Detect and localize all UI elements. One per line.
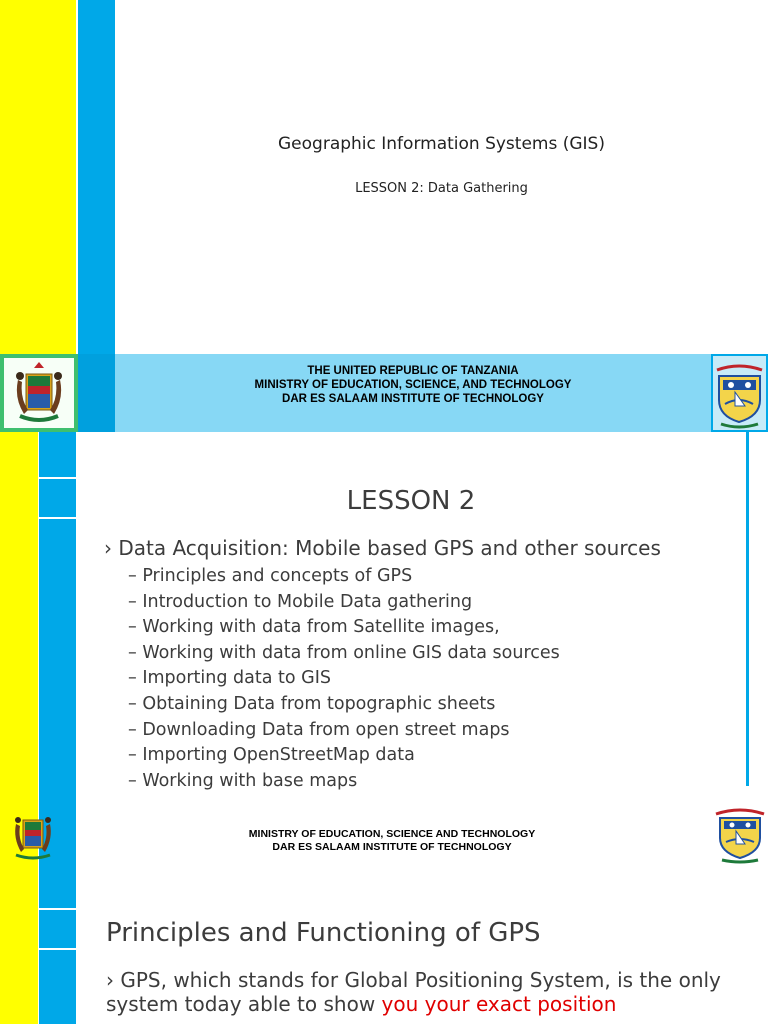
list-item: – Introduction to Mobile Data gathering <box>128 591 473 612</box>
gps-body-highlight: you your exact position <box>381 992 617 1016</box>
stripe-divider <box>39 477 76 479</box>
yellow-stripe <box>0 432 38 786</box>
institution-header-text <box>115 364 711 406</box>
list-item: – Obtaining Data from topographic sheets <box>128 693 496 714</box>
footer-line-1: MINISTRY OF EDUCATION, SCIENCE AND TECHNOLOGY <box>248 828 536 840</box>
list-item: – Working with data from online GIS data sources <box>128 642 560 663</box>
list-item: – Importing OpenStreetMap data <box>128 745 415 766</box>
slide-subtitle: LESSON 2: Data Gathering <box>355 181 528 196</box>
list-item: – Downloading Data from open street maps <box>128 719 510 740</box>
list-item: – Working with base maps <box>128 770 358 791</box>
stripe-divider <box>39 908 76 910</box>
header-line-3: DAR ES SALAAM INSTITUTE OF TECHNOLOGY <box>282 393 544 405</box>
list-item: – Importing data to GIS <box>128 668 331 689</box>
yellow-stripe <box>0 866 38 1024</box>
stripe-divider <box>39 948 76 950</box>
right-border-line <box>746 432 749 786</box>
band-blue-block <box>78 354 115 432</box>
slide-title: Geographic Information Systems (GIS) <box>278 134 605 154</box>
topic-list <box>128 564 738 794</box>
lesson-heading: LESSON 2 <box>346 486 476 516</box>
stripe-divider <box>39 517 76 519</box>
list-item: – Principles and concepts of GPS <box>128 566 413 586</box>
blue-stripe <box>39 866 76 1024</box>
tanzania-coat-of-arms-icon <box>4 358 74 428</box>
institution-footer-text <box>76 828 708 854</box>
gps-body-text <box>106 968 726 1016</box>
header-line-1: THE UNITED REPUBLIC OF TANZANIA <box>307 365 519 377</box>
blue-stripe <box>39 432 76 786</box>
gps-body-start: › GPS, which stands for Global Positioning System, is the only system today able to show <box>106 968 721 1016</box>
title-slide <box>0 0 768 354</box>
main-bullet: › Data Acquisition: Mobile based GPS and other sources <box>104 536 661 560</box>
blue-stripe <box>78 0 115 354</box>
header-line-2: MINISTRY OF EDUCATION, SCIENCE, AND TECHNOLOGY <box>254 379 572 391</box>
yellow-stripe <box>0 0 76 354</box>
dit-logo-icon <box>713 356 766 430</box>
list-item: – Working with data from Satellite images, <box>128 617 500 638</box>
gps-heading: Principles and Functioning of GPS <box>106 918 541 948</box>
dit-logo-icon <box>712 806 768 864</box>
tanzania-coat-of-arms-icon <box>8 808 58 863</box>
footer-line-2: DAR ES SALAAM INSTITUTE OF TECHNOLOGY <box>272 841 512 853</box>
